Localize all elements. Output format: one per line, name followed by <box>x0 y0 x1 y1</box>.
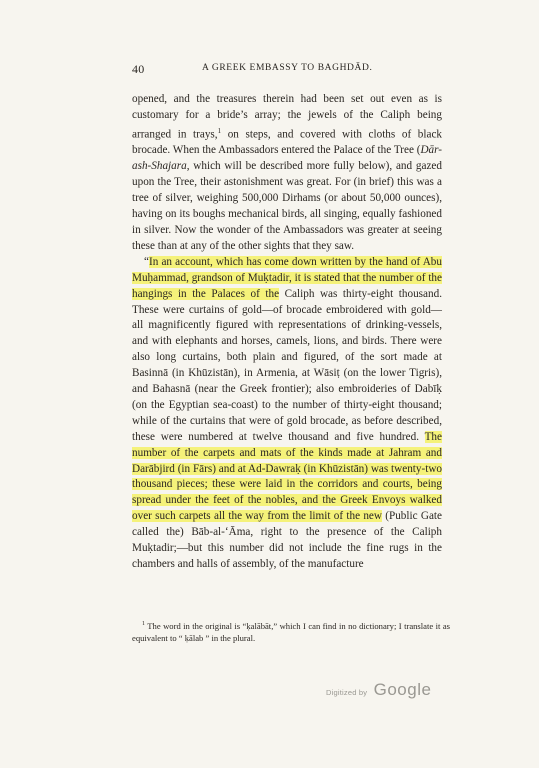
running-title: A GREEK EMBASSY TO BAGHDĀD. <box>202 63 373 73</box>
highlighted-passage-2: The number of the carpets and mats of the kinds made at Jahram and Darābjird (in Fārs) and at Ad-Dawraḳ (in Khūzistān) was twenty-two thousand pieces; these were laid in the corridors and courts, being spread under the feet of the nobles, and the Greek Envoys walked over such carpets all the way from the limit of the new <box>132 430 442 523</box>
open-quote: “ <box>144 255 149 268</box>
paragraph-1-text-a: opened, and the treasures therein had been set out even as is customary for a bride’s array; the jewels of the Caliph being arranged in trays, <box>132 93 442 141</box>
footnote-text: The word in the original is “ḳalābāt,” which I can find in no dictionary; I translate it as equivalent to “ ḳālab ” in the plural. <box>132 620 450 644</box>
watermark-prefix: Digitized by <box>326 688 368 697</box>
paragraph-2-text-b: (Public Gate called the) Bāb-al-‘Āma, right to the presence of the Caliph Muḳtadir;—but this number did not include the fine rugs in the chambers and halls of assembly, of the manufacture <box>132 510 442 571</box>
digitized-watermark <box>326 680 431 700</box>
highlighted-passage-1: In an account, which has come down written by the hand of Abu Muḥammad, grandson of Muḳtadir, it is stated that the number of the hangings in the Palaces of the <box>132 255 442 300</box>
footnote-reference: 1 <box>217 126 222 135</box>
footnote <box>132 618 450 645</box>
footnote-marker: 1 <box>142 621 145 627</box>
paragraph-2 <box>132 255 442 573</box>
page-number: 40 <box>132 62 145 76</box>
google-logo: Google <box>373 680 432 699</box>
paragraph-1 <box>132 92 442 255</box>
body-text <box>132 92 442 573</box>
italic-term: Dār-ash-Shajara <box>132 144 442 173</box>
paragraph-1-text-c: , which will be described more fully below), and gazed upon the Tree, their astonishment was great. For (in brief) this was a tree of silver, weighing 500,000 Dirhams (or about 50,000 ounces), having on its boughs mechanical birds, all singing, equally fashioned in silver. Now the wonder of the Ambassadors was greater at seeing these than at any of the other sights that they saw. <box>132 160 442 252</box>
paragraph-2-text-a: Caliph was thirty-eight thousand. These were curtains of gold—of brocade embroidered with gold—all magnificently figured with representations of drinking-vessels, and with elephants and horses, camels, lions, and birds. There were also long curtains, both plain and figured, of the sort made at Basinnā (in Khūzistān), in Armenia, at Wāsiṭ (on the lower Tigris), and Bahasnā (near the Greek frontier); also embroideries of Dabīḳ (on the Egyptian sea-coast) to the number of thirty-eight thousand; while of the curtains that were of gold brocade, as before described, these were numbered at twelve thousand and five hundred. <box>132 287 442 443</box>
paragraph-1-text-b: on steps, and covered with cloths of black brocade. When the Ambassadors entered the Palace of the Tree ( <box>132 128 443 157</box>
